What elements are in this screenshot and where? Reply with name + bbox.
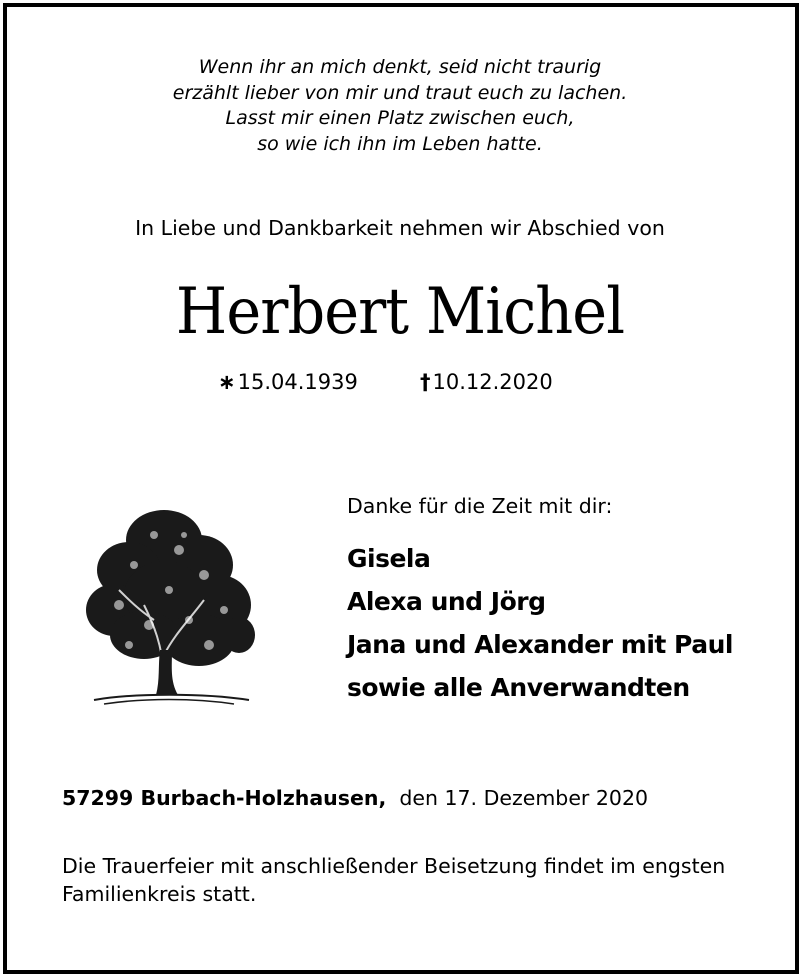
publication-date: den 17. Dezember 2020 [399, 786, 649, 810]
poem-line: Wenn ihr an mich denkt, seid nicht traurig [198, 56, 602, 78]
birth-date [218, 370, 358, 394]
poem [0, 55, 800, 157]
thanks-heading: Danke für die Zeit mit dir: [347, 494, 613, 518]
death-date-value: 10.12.2020 [432, 370, 553, 394]
poem-line: so wie ich ihn im Leben hatte. [257, 132, 543, 155]
death-cross-icon: † [420, 370, 431, 394]
place-name: 57299 Burbach-Holzhausen, [62, 786, 387, 810]
mourner-name: Jana und Alexander mit Paul [347, 630, 733, 659]
mourner-name: Gisela [347, 544, 431, 573]
deceased-name: Herbert Michel [175, 275, 625, 349]
birth-star-icon: ∗ [218, 370, 236, 394]
poem-line: erzählt lieber von mir und traut euch zu lachen. [172, 81, 628, 104]
funeral-notice: Die Trauerfeier mit anschließender Beisetzung findet im engsten Familienkreis statt. [62, 854, 726, 906]
death-date [420, 370, 553, 394]
poem-line: Lasst mir einen Platz zwischen euch, [225, 107, 575, 129]
place-date-line [62, 786, 648, 810]
mourner-name: Alexa und Jörg [347, 587, 546, 616]
tree-illustration-icon [84, 495, 259, 710]
intro-text: In Liebe und Dankbarkeit nehmen wir Abschied von [135, 216, 665, 240]
mourners-list [347, 537, 733, 709]
birth-date-value: 15.04.1939 [237, 370, 358, 394]
mourner-name: sowie alle Anverwandten [347, 673, 690, 702]
